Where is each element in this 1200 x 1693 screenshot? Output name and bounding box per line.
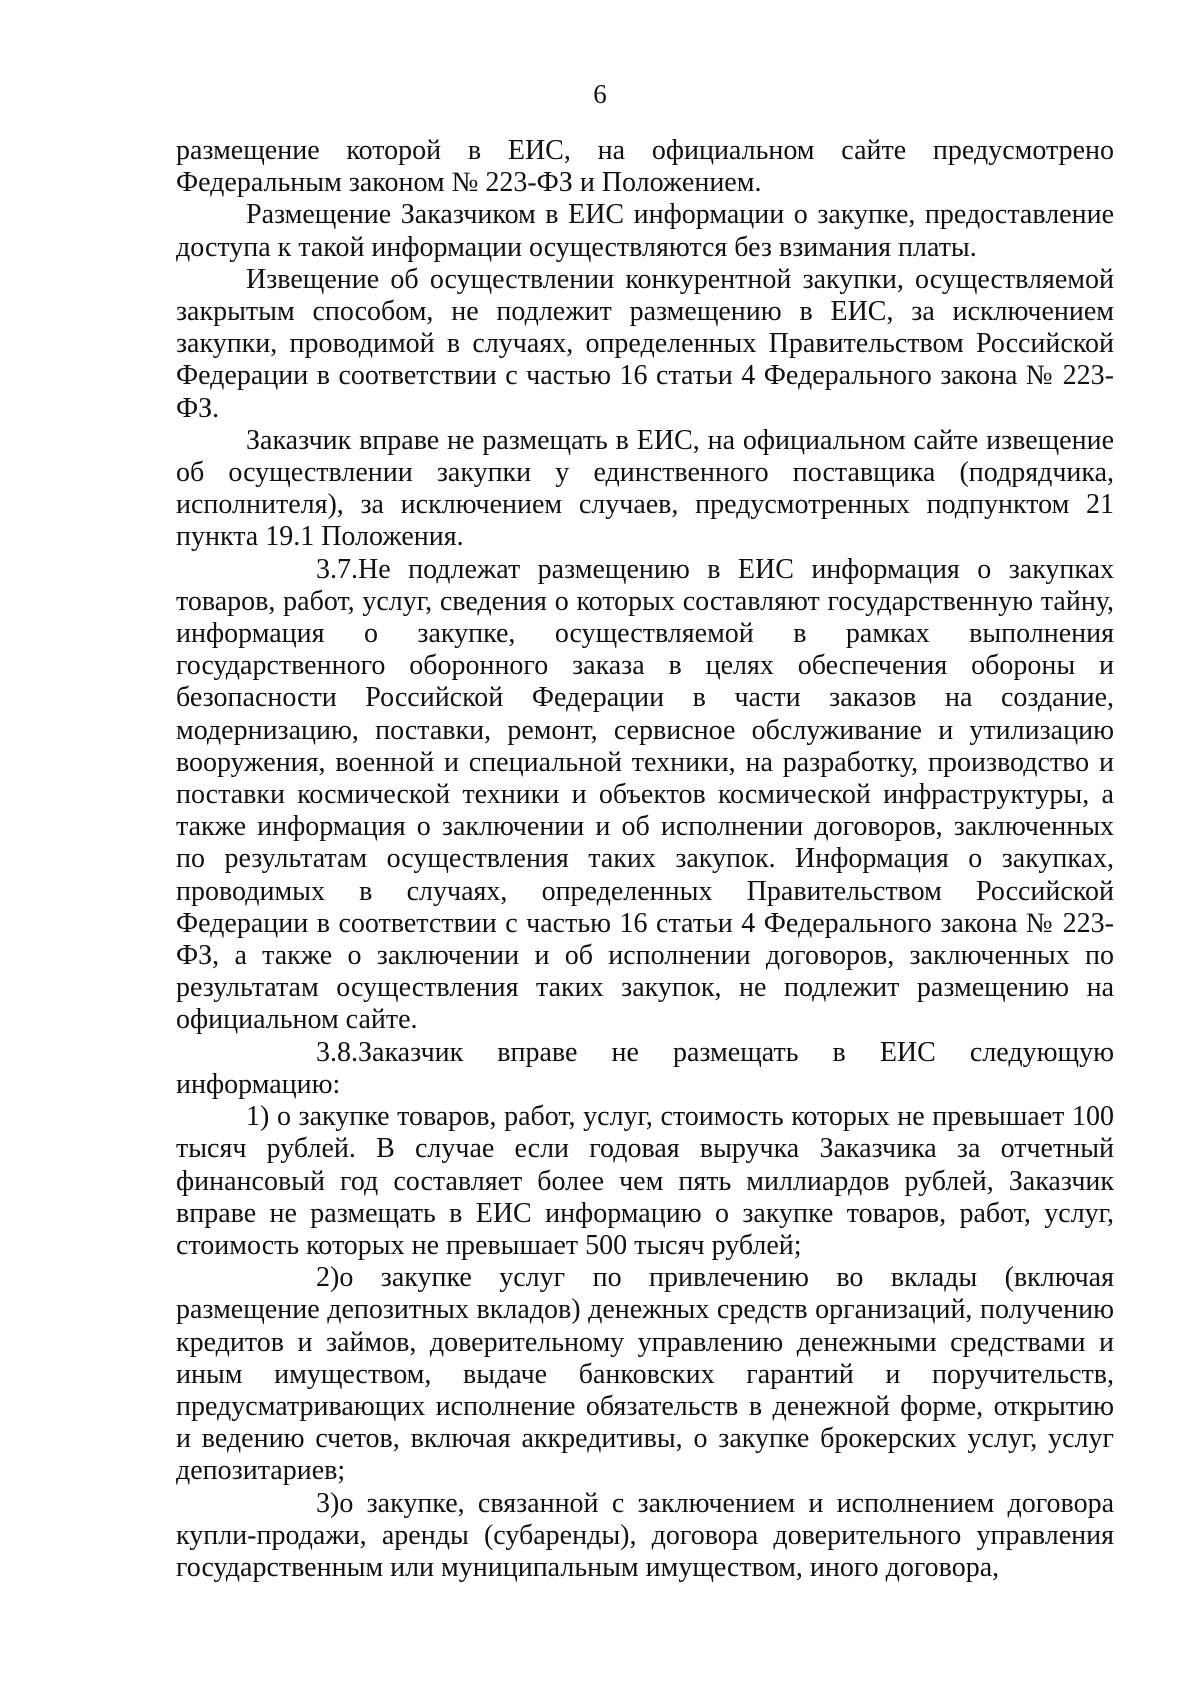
section-3-8 xyxy=(176,1037,1114,1101)
section-3-7-text: Не подлежат размещению в ЕИС информация о закупках товаров, работ, услуг, сведения о которых составляют государственную тайну, информация о закупке, осуществляемой в рамках выполнения государственного оборонного заказа в целях обеспечения обороны и безопасности Российской Федерации в части заказов на создание, модернизацию, поставки, ремонт, сервисное обслуживание и утилизацию вооружения, военной и специальной техники, на разработку, производство и поставки космической техники и объектов космической инфраструктуры, а также информация о заключении и об исполнении договоров, заключенных по результатам осуществления таких закупок. Информация о закупках, проводимых в случаях, определенных Правительством Российской Федерации в соответствии с частью 16 статьи 4 Федерального закона № 223- ФЗ, а также о заключении и об исполнении договоров, заключенных по результатам осуществления таких закупок, не подлежит размещению на официальном сайте. xyxy=(176,553,1114,1036)
paragraph-closed-procurement: Извещение об осуществлении конкурентной закупки, осуществляемой закрытым способом, не подлежит размещению в ЕИС, за исключением закупки, проводимой в случаях, определенных Правительством Российской Федерации в соответствии с частью 16 статьи 4 Федерального закона № 223- ФЗ. xyxy=(176,263,1114,424)
list-item-3 xyxy=(176,1488,1114,1585)
list-item-1-text: о закупке товаров, работ, услуг, стоимость которых не превышает 100 тысяч рублей. В случае если годовая выручка Заказчика за отчетный финансовый год составляет более чем пять миллиардов рублей, Заказчик вправе не размещать в ЕИС информацию о закупке товаров, работ, услуг, стоимость которых не превышает 500 тысяч рублей; xyxy=(176,1101,1114,1261)
paragraph-continuation: размещение которой в ЕИС, на официальном сайте предусмотрено Федеральным законом № 223-ФЗ и Положением. xyxy=(176,135,1114,199)
list-item-3-number: 3) xyxy=(316,1487,340,1519)
list-item-1 xyxy=(176,1101,1114,1262)
document-body xyxy=(176,135,1114,1584)
list-item-2-number: 2) xyxy=(316,1262,340,1294)
list-item-2 xyxy=(176,1262,1114,1487)
section-3-8-text: Заказчик вправе не размещать в ЕИС следующую информацию: xyxy=(176,1036,1114,1100)
list-item-1-number: 1) xyxy=(246,1101,270,1133)
section-3-7 xyxy=(176,554,1114,1037)
list-item-3-text: о закупке, связанной с заключением и исполнением договора купли-продажи, аренды (субаренды), договора доверительного управления государственным или муниципальным имуществом, иного договора, xyxy=(176,1487,1114,1583)
list-item-2-text: о закупке услуг по привлечению во вклады (включая размещение депозитных вкладов) денежных средств организаций, получению кредитов и займов, доверительному управлению денежными средствами и иным имуществом, выдаче банковских гарантий и поручительств, предусматривающих исполнение обязательств в денежной форме, открытию и ведению счетов, включая аккредитивы, о закупке брокерских услуг, услуг депозитариев; xyxy=(176,1262,1114,1487)
page-number: 6 xyxy=(593,79,607,109)
section-3-7-number: 3.7. xyxy=(316,553,358,585)
section-3-8-number: 3.8. xyxy=(316,1036,358,1068)
paragraph-single-supplier: Заказчик вправе не размещать в ЕИС, на официальном сайте извещение об осуществлении закупки у единственного поставщика (подрядчика, исполнителя), за исключением случаев, предусмотренных подпунктом 21 пункта 19.1 Положения. xyxy=(176,424,1114,553)
paragraph-free-access: Размещение Заказчиком в ЕИС информации о закупке, предоставление доступа к такой информации осуществляются без взимания платы. xyxy=(176,199,1114,263)
